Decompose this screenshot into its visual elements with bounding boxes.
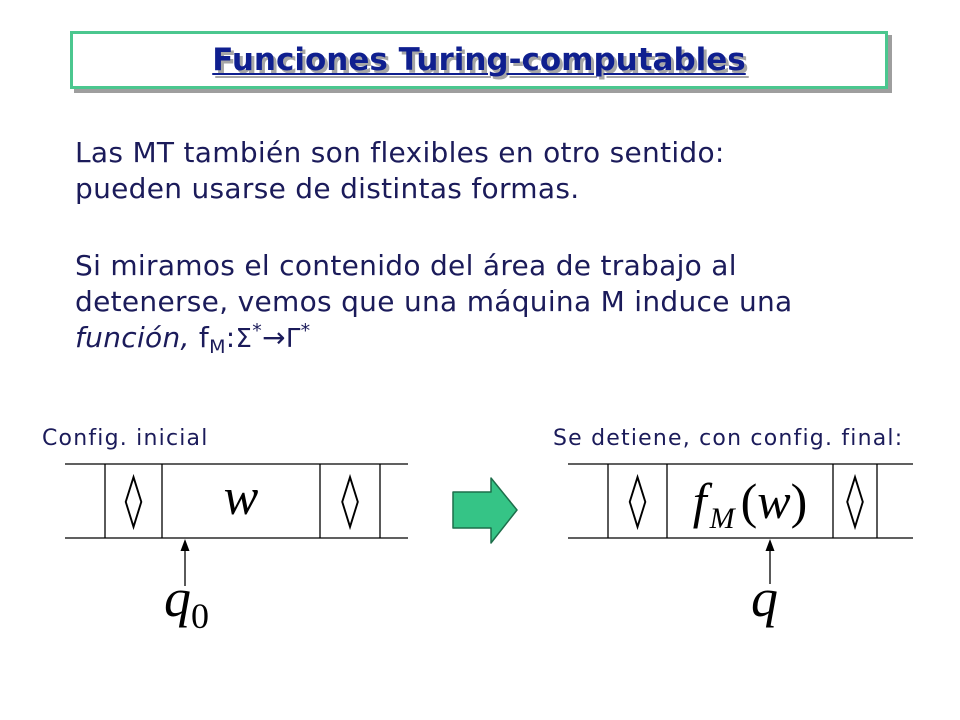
output-function-symbol: f — [692, 473, 707, 529]
transition-arrow-shape — [453, 478, 517, 543]
function-subscript: M — [209, 336, 226, 358]
title-box — [70, 31, 888, 89]
state-symbol: q — [164, 568, 191, 628]
maps-to-arrow: → — [262, 321, 286, 354]
final-state — [751, 568, 778, 628]
function-definition-line — [75, 320, 793, 359]
tape-cell — [608, 464, 667, 538]
head-pointer-tip — [181, 539, 190, 551]
paragraph-line: detenerse, vemos que una máquina M induce una — [75, 285, 793, 318]
close-paren: ) — [790, 473, 808, 529]
final-config-label: Se detiene, con config. final: — [553, 426, 904, 451]
blank-symbol: ◊ — [628, 469, 647, 531]
paragraph-line: Si miramos el contenido del área de trabajo al — [75, 249, 737, 282]
blank-symbol: ◊ — [124, 469, 143, 531]
initial-config-label: Config. inicial — [42, 426, 209, 451]
paragraph-line: Las MT también son flexibles en otro sentido: — [75, 136, 725, 169]
open-paren: ( — [740, 473, 758, 529]
kleene-star: * — [252, 320, 263, 342]
tape-cell — [105, 464, 162, 538]
output-expression — [692, 473, 808, 535]
output-argument: w — [757, 473, 791, 529]
emphasized-term: función, — [75, 321, 190, 354]
state-index: 0 — [191, 596, 209, 636]
tape-cell — [833, 464, 877, 538]
input-word: w — [223, 469, 259, 526]
head-pointer-tip — [766, 539, 775, 551]
output-function-subscript: M — [709, 502, 735, 535]
domain-alphabet: Σ — [235, 324, 253, 354]
paragraph-induced-function — [75, 248, 793, 359]
colon-symbol: : — [225, 321, 236, 354]
tape-cell — [667, 464, 833, 538]
blank-symbol: ◊ — [341, 469, 359, 531]
kleene-star: * — [300, 320, 311, 342]
function-symbol: f — [198, 321, 210, 354]
initial-state — [164, 568, 209, 636]
blank-symbol: ◊ — [846, 469, 864, 531]
right-arrow-icon — [453, 478, 517, 543]
codomain-alphabet: Γ — [285, 324, 301, 354]
state-symbol: q — [751, 568, 778, 628]
slide-title: Funciones Turing-computables — [212, 42, 746, 78]
paragraph-line: pueden usarse de distintas formas. — [75, 172, 580, 205]
paragraph-flexibility — [75, 135, 725, 207]
tape-cell — [320, 464, 380, 538]
tape-cell — [162, 464, 320, 538]
